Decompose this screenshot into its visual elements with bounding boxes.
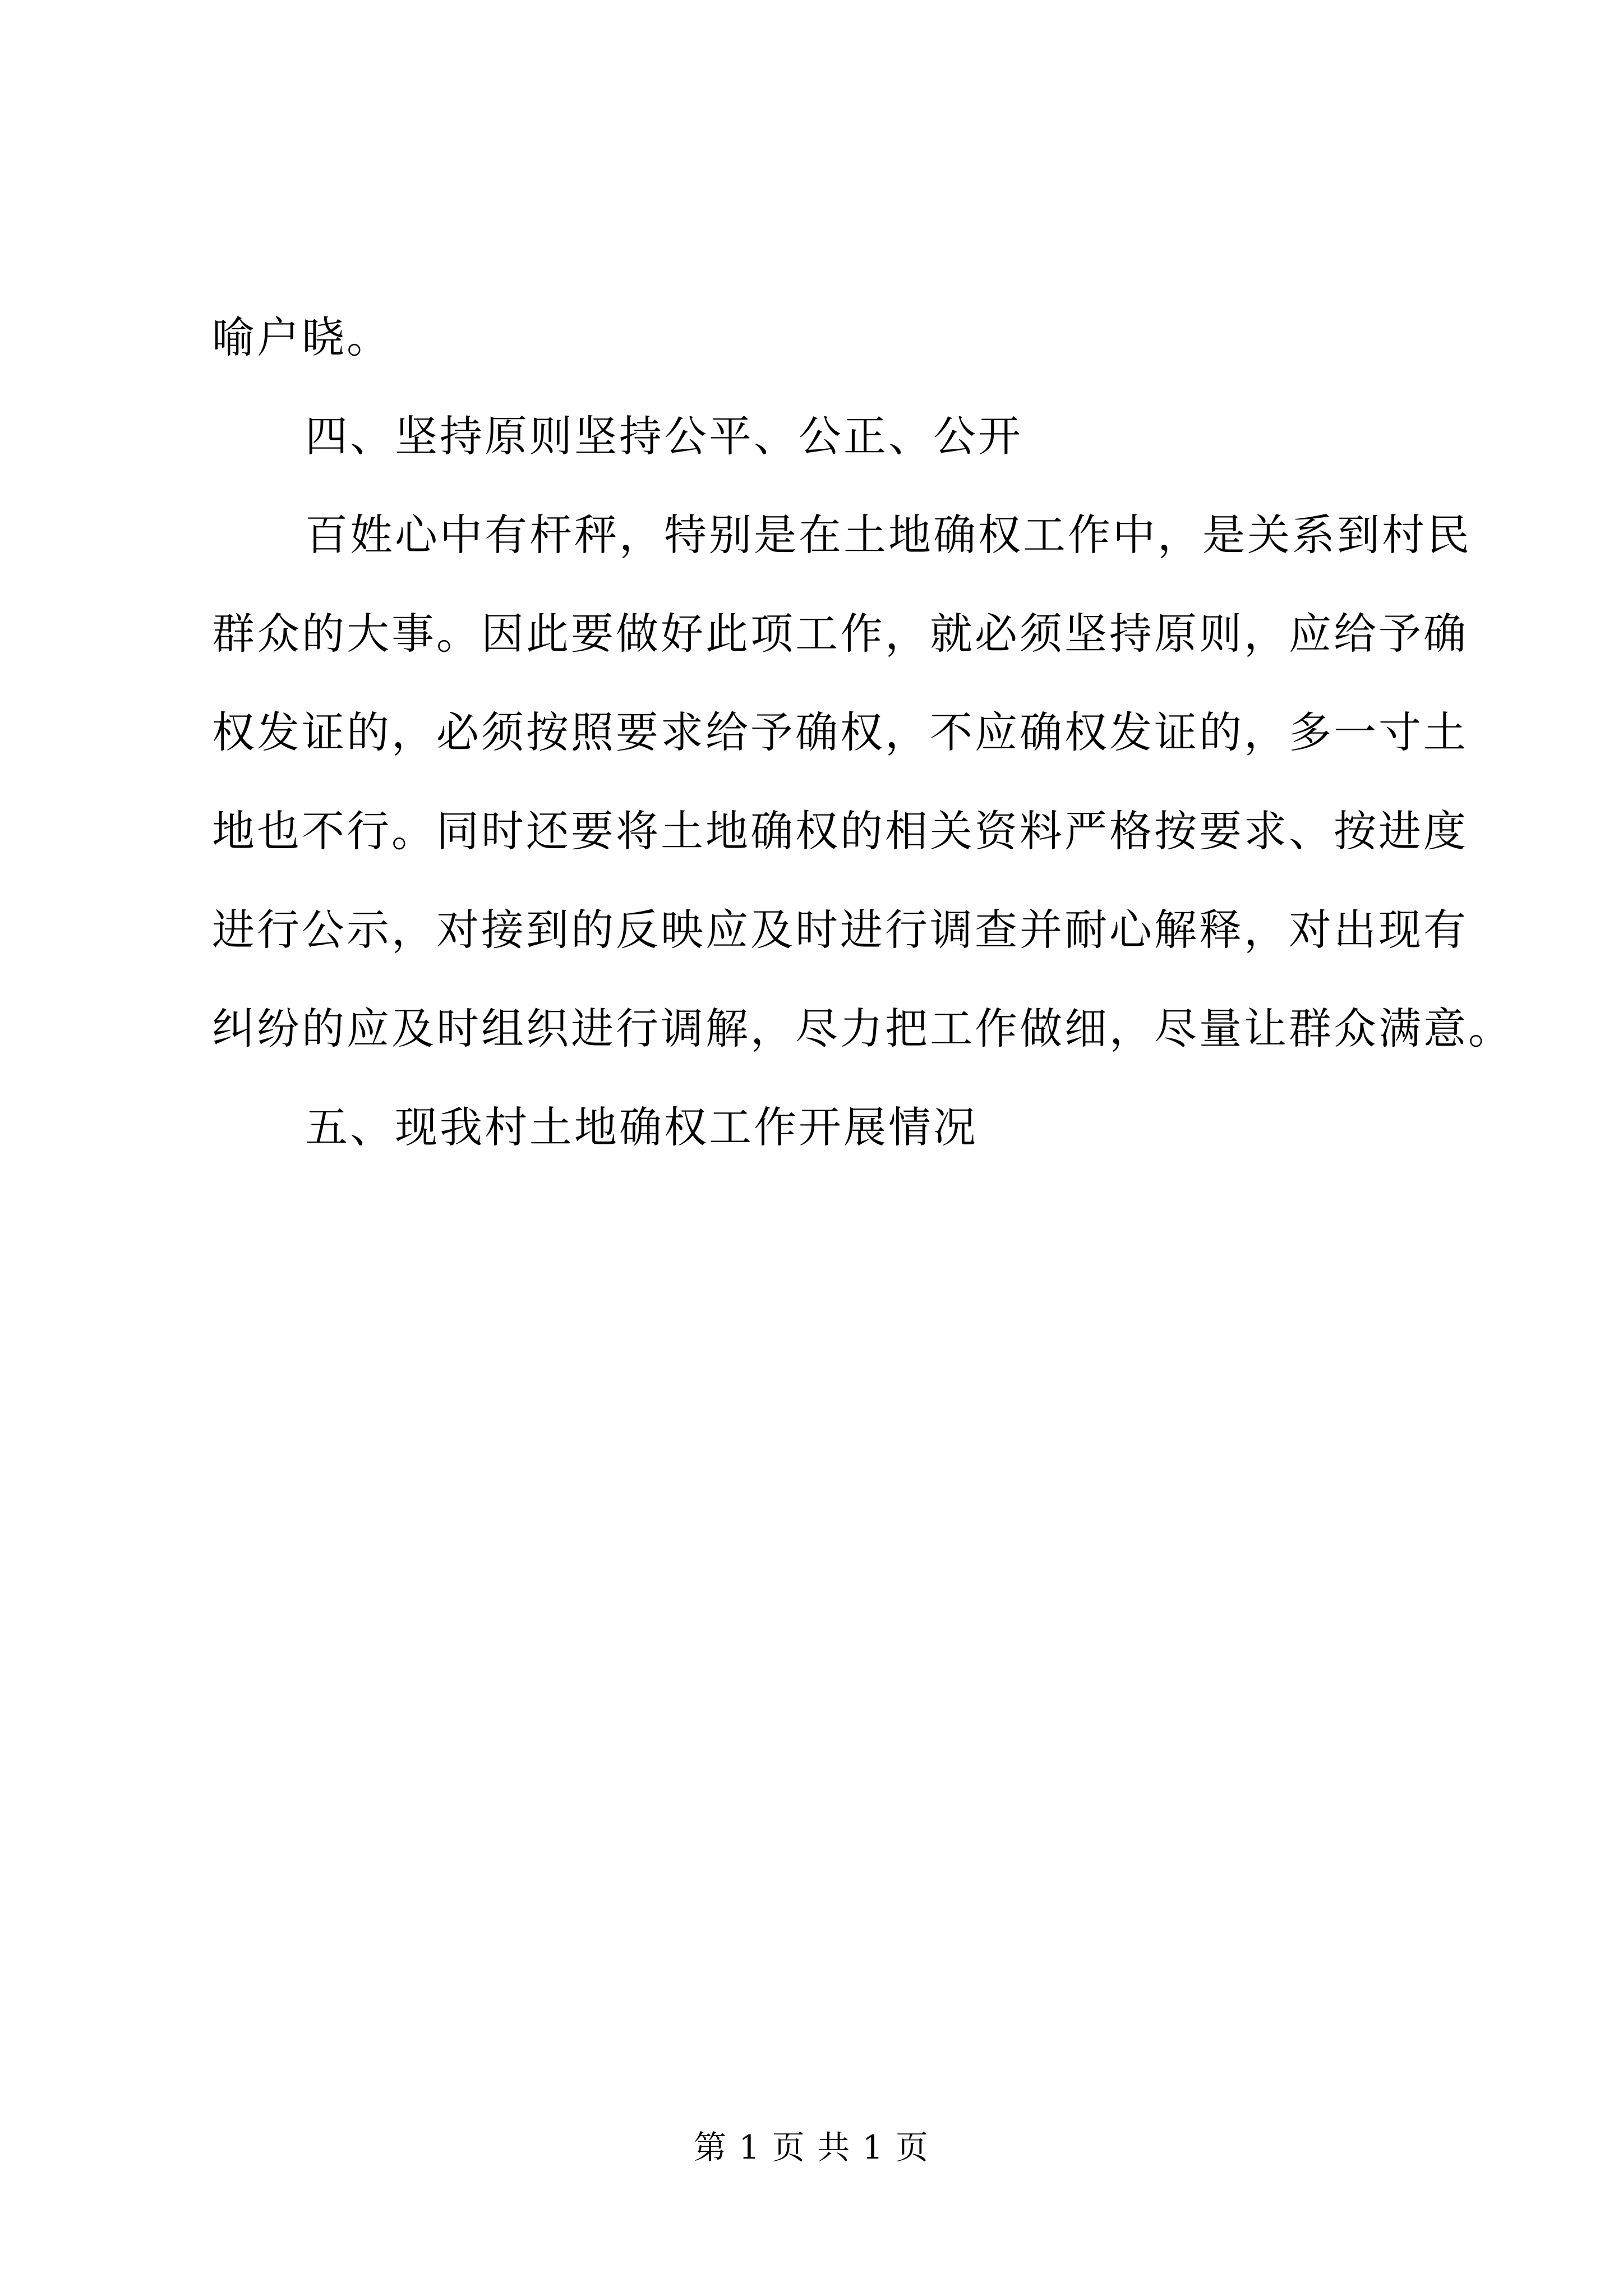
text-line: 地也不行。同时还要将土地确权的相关资料严格按要求、按进度 [212, 806, 1468, 856]
text-line: 进行公示，对接到的反映应及时进行调查并耐心解释，对出现有 [212, 905, 1468, 955]
page-number-footer: 第 1 页 共 1 页 [694, 2128, 929, 2166]
body-text [212, 288, 1513, 1177]
text-line: 纠纷的应及时组织进行调解，尽力把工作做细，尽量让群众满意。 [212, 1004, 1513, 1053]
text-line: 喻户晓。 [212, 312, 391, 362]
section-heading: 四、坚持原则坚持公平、公正、公开 [305, 411, 1023, 461]
text-line: 群众的大事。因此要做好此项工作，就必须坚持原则，应给予确 [212, 609, 1468, 659]
text-line: 百姓心中有杆秤，特别是在土地确权工作中，是关系到村民 [305, 510, 1472, 560]
section-heading: 五、现我村土地确权工作开展情况 [305, 1102, 978, 1152]
text-line: 权发证的，必须按照要求给予确权，不应确权发证的，多一寸土 [212, 707, 1468, 757]
